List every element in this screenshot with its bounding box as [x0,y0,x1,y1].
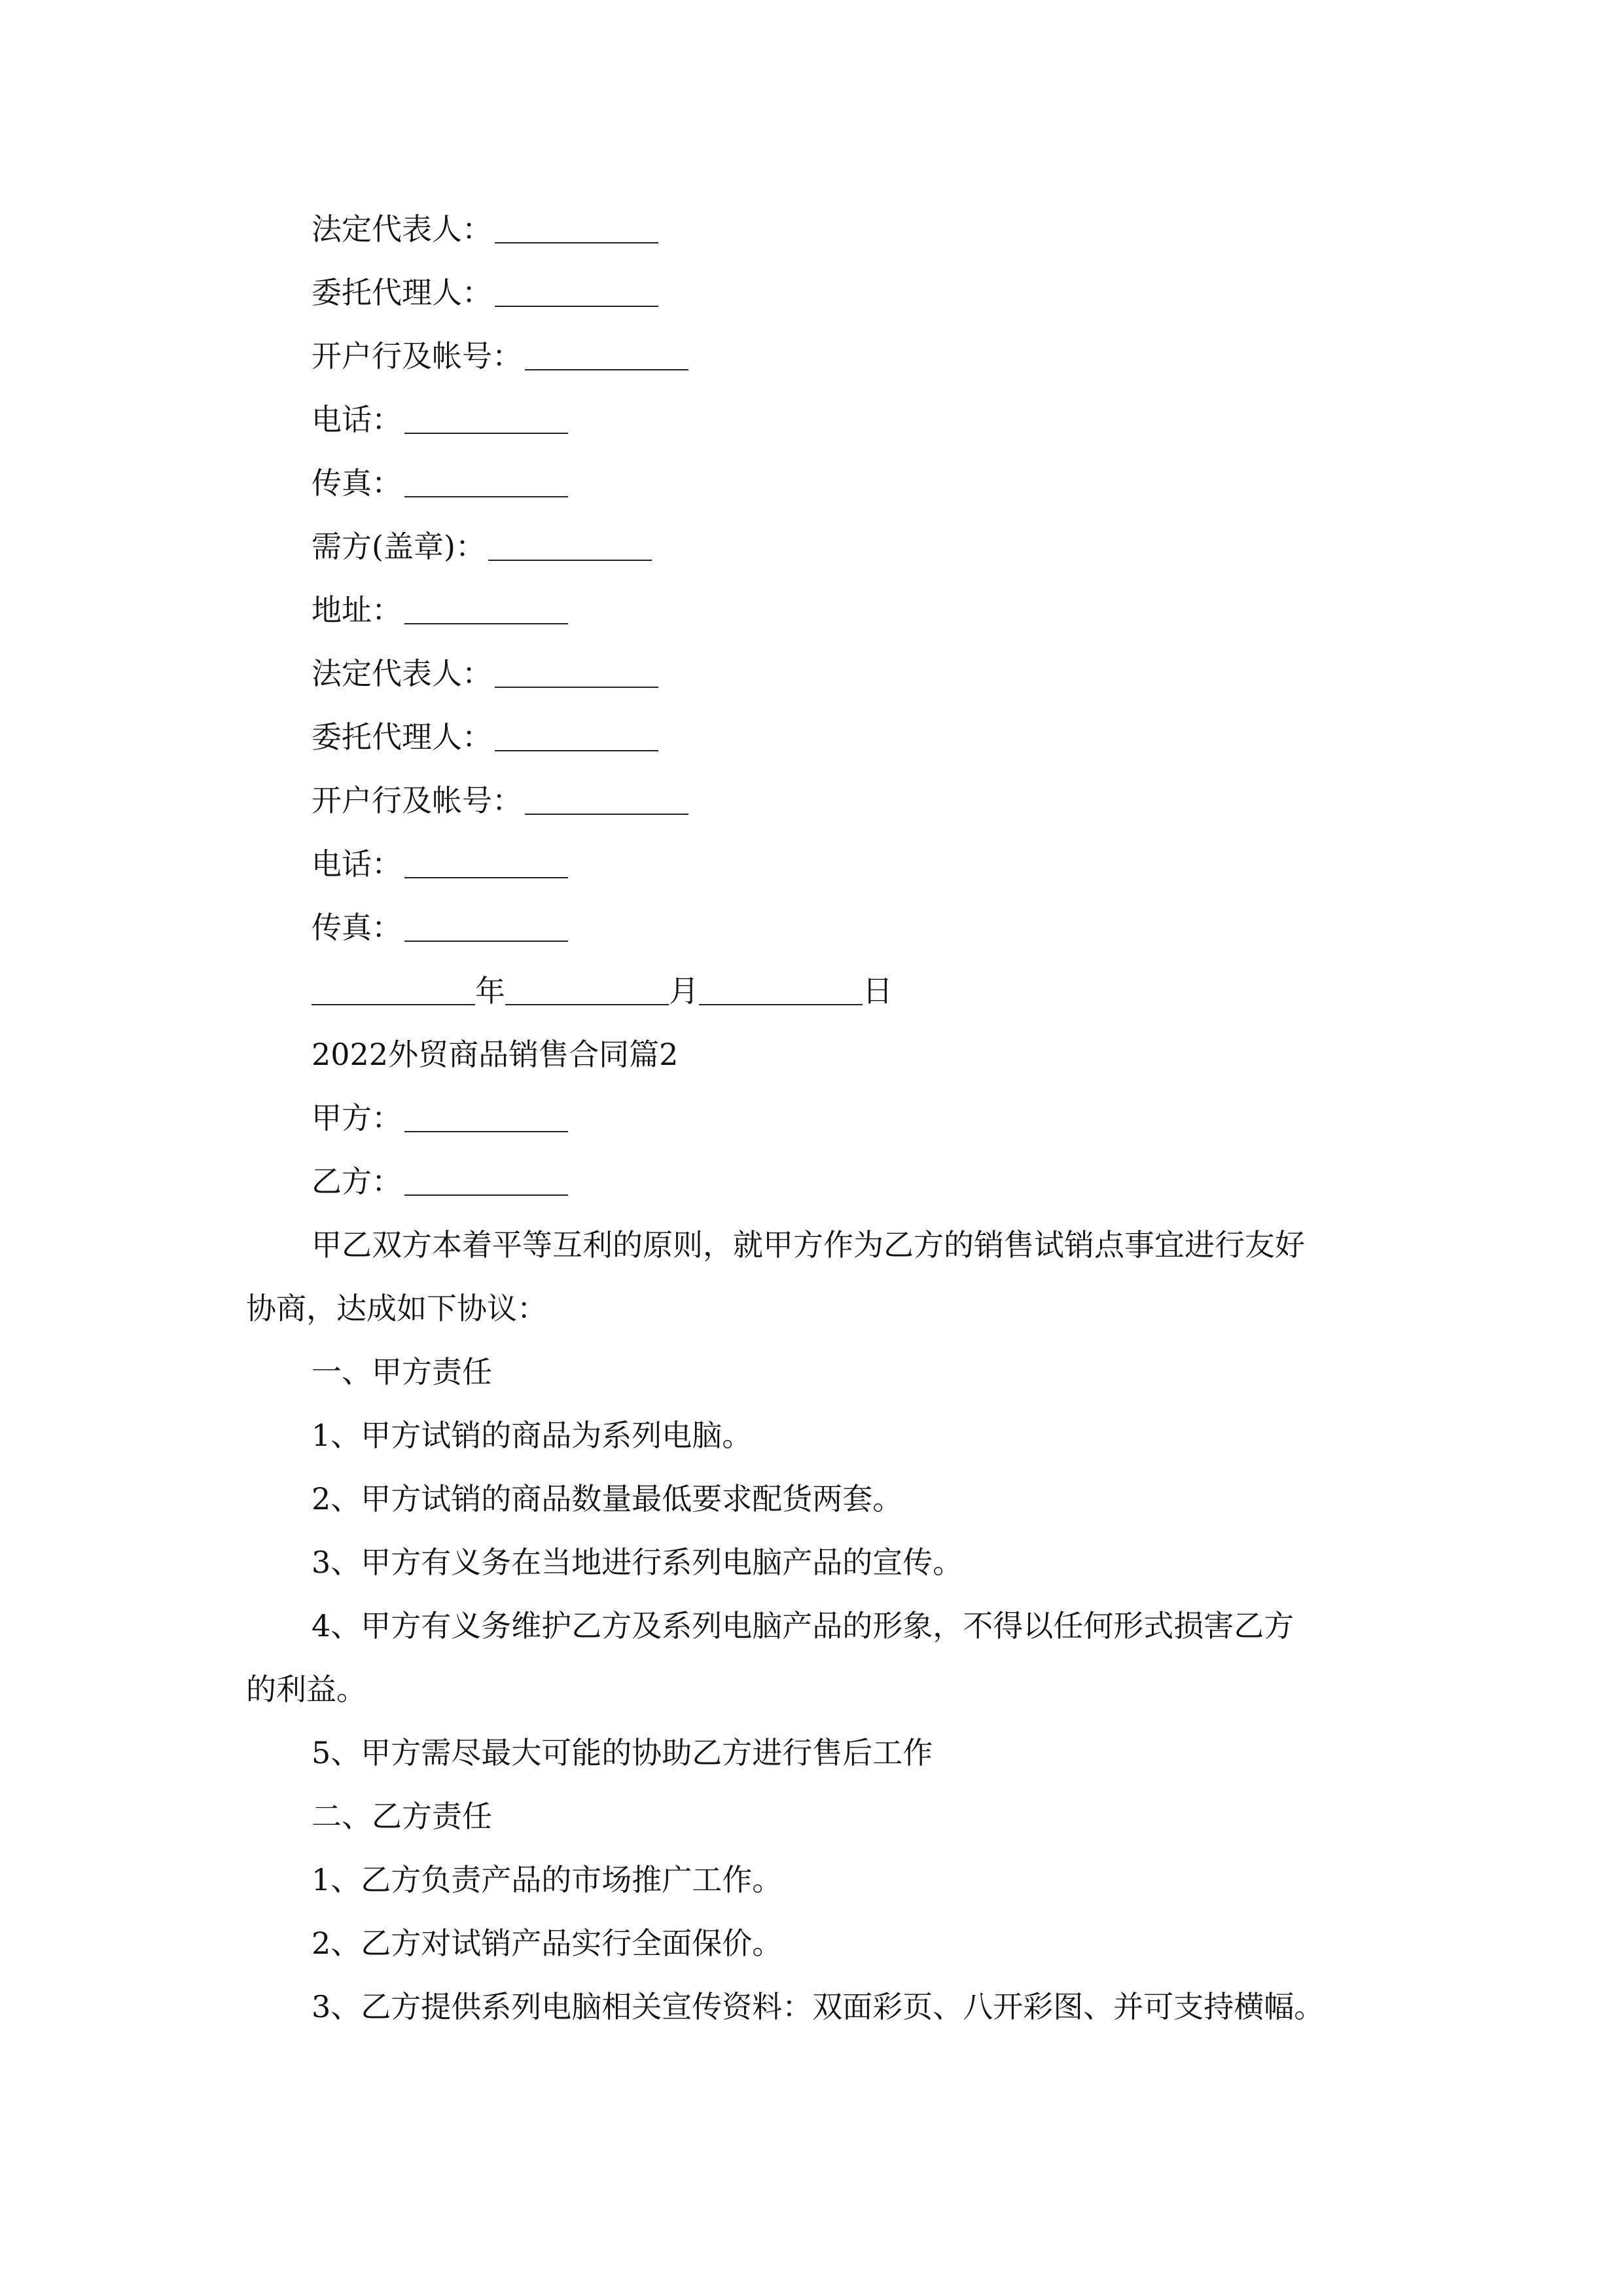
clause-item-continuation: 的利益。 [246,1672,366,1707]
field-label: 委托代理人： [312,719,492,755]
intro-paragraph-line: 甲乙双方本着平等互利的原则，就甲方作为乙方的销售试销点事宜进行友好 [312,1227,1305,1263]
field-label: 乙方： [312,1164,402,1199]
year-label: 年 [475,973,505,1009]
clause-item: 1、乙方负责产品的市场推广工作。 [312,1862,783,1897]
legal-rep-field [312,209,658,249]
agent-field [312,273,658,312]
field-label: 电话： [312,402,402,437]
fill-in-blank[interactable] [404,1194,568,1196]
field-label: 委托代理人： [312,275,492,310]
day-blank[interactable] [699,1004,863,1005]
address-field [312,590,568,630]
phone-field [312,844,568,884]
section-heading: 二、乙方责任 [312,1799,492,1834]
agent-field [312,717,658,757]
section-heading: 一、甲方责任 [312,1354,492,1390]
clause-item: 5、甲方需尽最大可能的协助乙方进行售后工作 [312,1735,933,1770]
month-label: 月 [669,973,699,1009]
date-line [312,971,893,1011]
fill-in-blank[interactable] [495,306,658,307]
buyer-seal-field [312,527,652,566]
bank-account-field [312,336,688,376]
fill-in-blank[interactable] [495,242,658,243]
field-label: 传真： [312,910,402,945]
field-label: 甲方： [312,1100,402,1136]
fill-in-blank[interactable] [404,877,568,878]
clause-item: 3、乙方提供系列电脑相关宣传资料：双面彩页、八开彩图、并可支持横幅。 [312,1989,1325,2024]
fill-in-blank[interactable] [495,687,658,688]
fax-field [312,908,568,947]
phone-field [312,400,568,439]
field-label: 需方(盖章)： [312,529,486,564]
clause-item: 2、乙方对试销产品实行全面保价。 [312,1926,783,1961]
fax-field [312,463,568,503]
field-label: 传真： [312,465,402,501]
field-label: 法定代表人： [312,656,492,691]
clause-item: 1、甲方试销的商品为系列电脑。 [312,1418,753,1453]
fill-in-blank[interactable] [404,1131,568,1132]
day-label: 日 [863,973,893,1009]
clause-item: 4、甲方有义务维护乙方及系列电脑产品的形象，不得以任何形式损害乙方 [312,1608,1294,1643]
bank-account-field [312,781,688,820]
party-a-field [312,1098,568,1138]
fill-in-blank[interactable] [404,496,568,497]
field-label: 地址： [312,592,402,628]
fill-in-blank[interactable] [495,750,658,751]
legal-rep-field [312,654,658,693]
year-blank[interactable] [312,1004,475,1005]
fill-in-blank[interactable] [525,369,688,370]
fill-in-blank[interactable] [404,433,568,434]
field-label: 法定代表人： [312,211,492,247]
fill-in-blank[interactable] [404,623,568,624]
clause-item: 3、甲方有义务在当地进行系列电脑产品的宣传。 [312,1545,963,1580]
field-label: 开户行及帐号： [312,783,522,818]
fill-in-blank[interactable] [525,814,688,815]
month-blank[interactable] [505,1004,669,1005]
field-label: 开户行及帐号： [312,338,522,374]
fill-in-blank[interactable] [488,560,652,561]
field-label: 电话： [312,846,402,882]
party-b-field [312,1162,568,1201]
fill-in-blank[interactable] [404,941,568,942]
clause-item: 2、甲方试销的商品数量最低要求配货两套。 [312,1481,903,1516]
intro-paragraph-line: 协商，达成如下协议： [246,1291,547,1326]
section-title: 2022外贸商品销售合同篇2 [312,1037,679,1072]
